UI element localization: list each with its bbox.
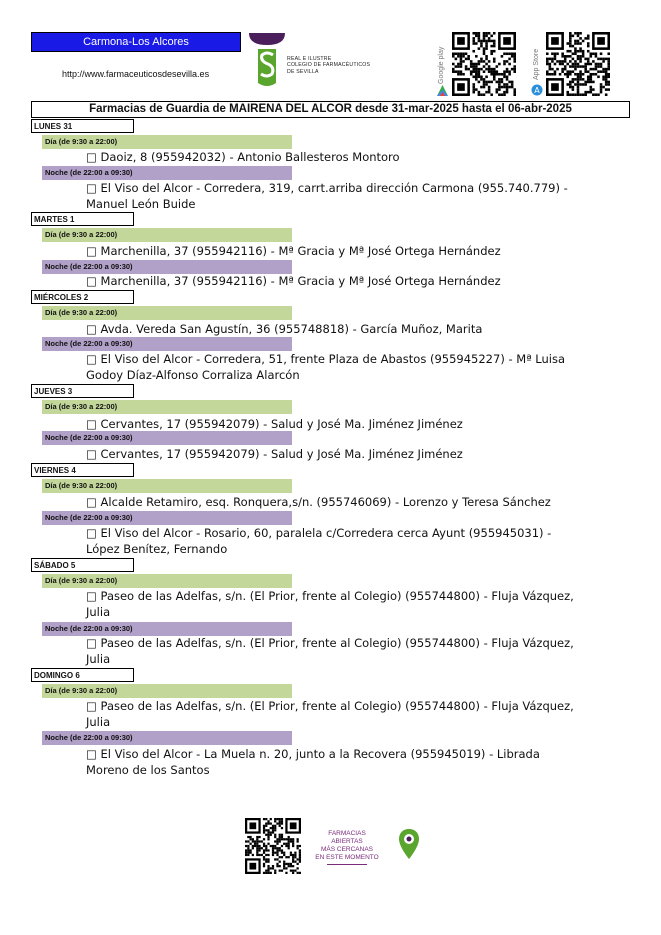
night-slot-label: Noche (de 22:00 a 09:30) xyxy=(42,166,292,180)
pharmacy-entry[interactable]: □ Paseo de las Adelfas, s/n. (El Prior, frente al Colegio) (955744800) - Fluja Vázquez, Julia xyxy=(86,636,574,666)
day-slot-label: Día (de 9:30 a 22:00) xyxy=(42,228,292,242)
nearest-pharmacies-text[interactable]: FARMACIAS ABIERTAS MÁS CERCANAS EN ESTE MOMENTO xyxy=(312,830,382,865)
svg-text:A: A xyxy=(534,86,540,95)
college-name: REAL E ILUSTRE COLEGIO DE FARMACÉUTICOS DE SEVILLA xyxy=(287,56,371,75)
google-play-icon[interactable] xyxy=(436,84,449,97)
day-header: MIÉRCOLES 2 xyxy=(31,290,134,304)
day-header: DOMINGO 6 xyxy=(31,668,134,682)
pharmacy-entry[interactable]: □ Paseo de las Adelfas, s/n. (El Prior, frente al Colegio) (955744800) - Fluja Vázquez, Julia xyxy=(86,699,574,729)
pharmacy-entry[interactable]: □ Daoiz, 8 (955942032) - Antonio Ballesteros Montoro xyxy=(86,150,400,164)
pharmacy-entry[interactable]: □ Marchenilla, 37 (955942116) - Mª Gracia y Mª José Ortega Hernández xyxy=(86,274,501,288)
app-store-label: App Store xyxy=(533,48,540,80)
website-link[interactable]: http://www.farmaceuticosdesevilla.es xyxy=(62,69,210,79)
page-title: Farmacias de Guardia de MAIRENA DEL ALCOR desde 31-mar-2025 hasta el 06-abr-2025 xyxy=(31,101,630,118)
pharmacy-entry[interactable]: □ Paseo de las Adelfas, s/n. (El Prior, frente al Colegio) (955744800) - Fluja Vázquez, Julia xyxy=(86,589,574,619)
day-slot-label: Día (de 9:30 a 22:00) xyxy=(42,684,292,698)
pharmacy-entry[interactable]: □ Marchenilla, 37 (955942116) - Mª Gracia y Mª José Ortega Hernández xyxy=(86,244,501,258)
night-slot-label: Noche (de 22:00 a 09:30) xyxy=(42,260,292,274)
night-slot-label: Noche (de 22:00 a 09:30) xyxy=(42,511,292,525)
google-play-qr-icon[interactable] xyxy=(452,32,516,96)
day-slot-label: Día (de 9:30 a 22:00) xyxy=(42,400,292,414)
google-play-label: Google play xyxy=(438,46,445,84)
location-pin-icon[interactable] xyxy=(398,828,420,862)
day-header: JUEVES 3 xyxy=(31,384,134,398)
pharmacy-entry[interactable]: □ El Viso del Alcor - Corredera, 319, carrt.arriba dirección Carmona (955.740.779) - Manuel León Buide xyxy=(86,181,568,211)
day-header: LUNES 31 xyxy=(31,119,134,133)
pharmacy-entry[interactable]: □ El Viso del Alcor - Corredera, 51, frente Plaza de Abastos (955945227) - Mª Luisa Godoy Díaz-Alfonso Corraliza Alarcón xyxy=(86,352,565,382)
pharmacy-entry[interactable]: □ Alcalde Retamiro, esq. Ronquera,s/n. (955746069) - Lorenzo y Teresa Sánchez xyxy=(86,495,551,509)
day-slot-label: Día (de 9:30 a 22:00) xyxy=(42,479,292,493)
pharmacy-entry[interactable]: □ Cervantes, 17 (955942079) - Salud y José Ma. Jiménez Jiménez xyxy=(86,447,463,461)
day-slot-label: Día (de 9:30 a 22:00) xyxy=(42,574,292,588)
night-slot-label: Noche (de 22:00 a 09:30) xyxy=(42,731,292,745)
pharmacy-entry[interactable]: □ Avda. Vereda San Agustín, 36 (955748818) - García Muñoz, Marita xyxy=(86,322,483,336)
pharmacy-entry[interactable]: □ El Viso del Alcor - Rosario, 60, paralela c/Corredera cerca Ayunt (955945031) - López Benítez, Fernando xyxy=(86,526,552,556)
day-header: MARTES 1 xyxy=(31,212,134,226)
day-header: VIERNES 4 xyxy=(31,463,134,477)
day-slot-label: Día (de 9:30 a 22:00) xyxy=(42,306,292,320)
night-slot-label: Noche (de 22:00 a 09:30) xyxy=(42,337,292,351)
day-slot-label: Día (de 9:30 a 22:00) xyxy=(42,135,292,149)
college-logo-icon xyxy=(248,31,286,89)
night-slot-label: Noche (de 22:00 a 09:30) xyxy=(42,622,292,636)
app-store-qr-icon[interactable] xyxy=(546,32,610,96)
pharmacy-entry[interactable]: □ El Viso del Alcor - La Muela n. 20, junto a la Recovera (955945019) - Librada Moreno de los Santos xyxy=(86,747,540,777)
pharmacy-entry[interactable]: □ Cervantes, 17 (955942079) - Salud y José Ma. Jiménez Jiménez xyxy=(86,417,463,431)
region-badge: Carmona-Los Alcores xyxy=(31,32,241,52)
night-slot-label: Noche (de 22:00 a 09:30) xyxy=(42,431,292,445)
day-header: SÁBADO 5 xyxy=(31,558,134,572)
app-store-icon[interactable] xyxy=(531,84,543,96)
nearest-pharmacies-qr-icon[interactable] xyxy=(245,818,301,874)
